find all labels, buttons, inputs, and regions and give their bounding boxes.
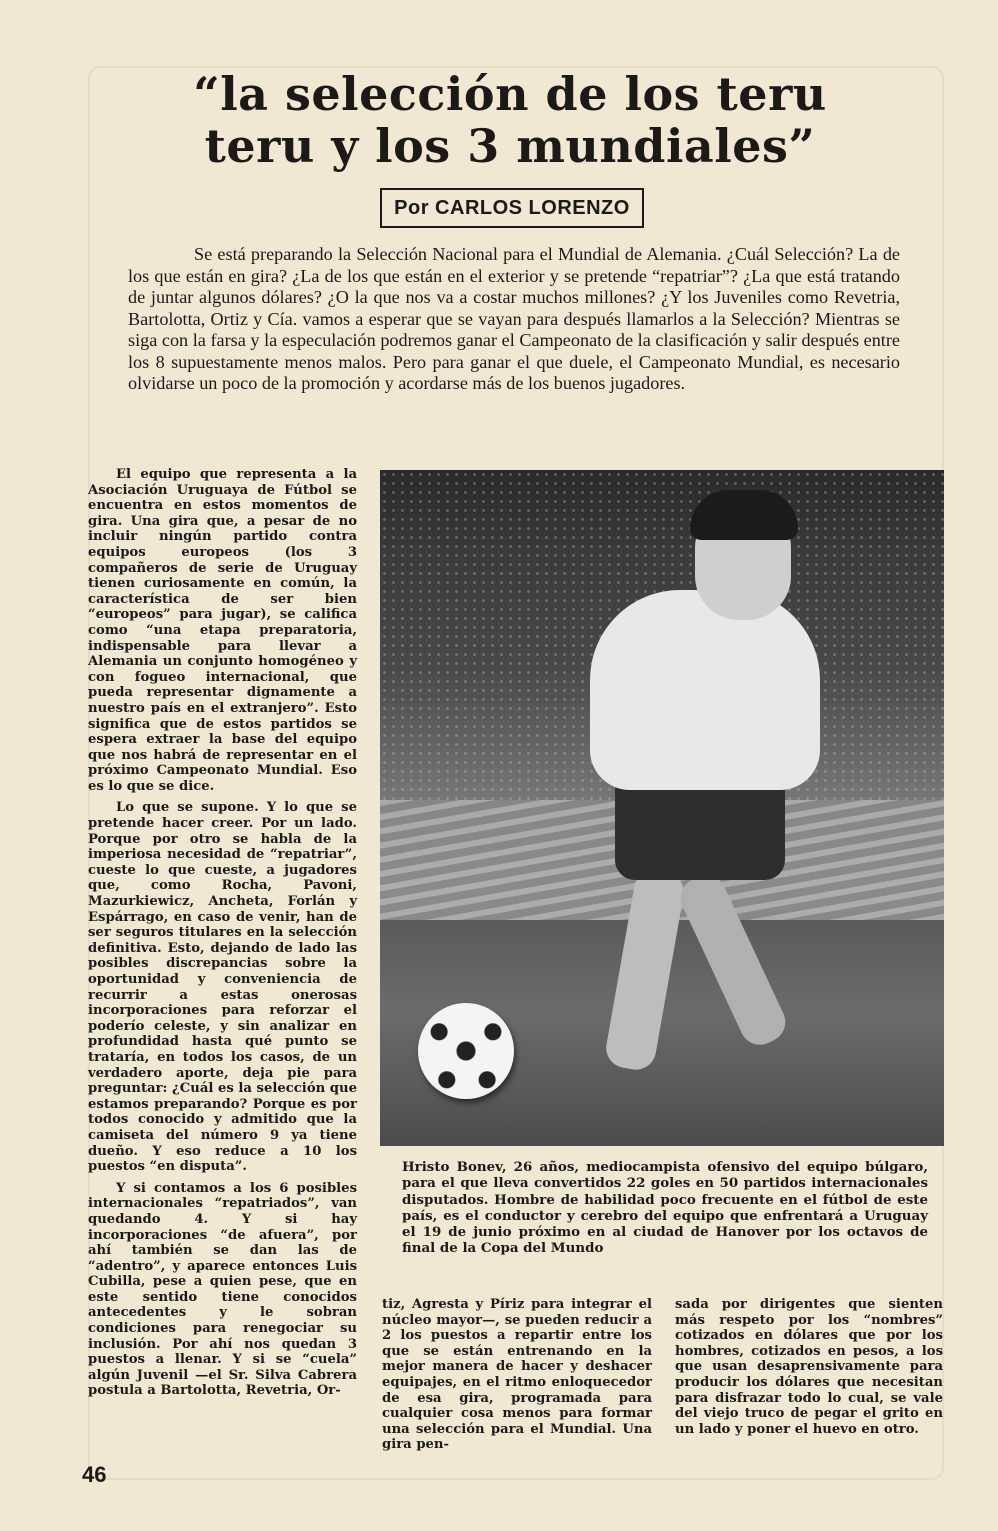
- left-column-paragraph: Y si contamos a los 6 posibles internacionales “repatriados”, van quedando 4. Y si hay incorporaciones “de afuera”, por ahí también se dan las de “adentro”, y aparece entonces Luis Cubilla, pese a quien pese, que en este sentido tiene conocidos antecedentes y le sobran condiciones para renegociar su inclusión. Por ahí nos quedan 3 puestos a llenar. Y si se “cuela” algún Juvenil —el Sr. Silva Cabrera postula a Bartolotta, Revetria, Or-: [88, 1180, 357, 1399]
- byline: [380, 188, 644, 228]
- football-ball: [418, 1003, 514, 1099]
- left-column-paragraph: El equipo que representa a la Asociación Uruguaya de Fútbol se encuentra en estos momentos de gira. Una gira que, a pesar de no incluir ningún partido contra equipos europeos (los 3 compañeros de serie de Uruguay tienen curiosamente en común, la característica de ser bien “europeos” para jugar), se califica como “una etapa preparatoria, indispensable para llevar a Alemania un conjunto homogéneo y con fogueo internacional, que pueda representar dignamente a nuestro país en el extranjero”. Esto significa que de estos partidos se espera extraer la base del equipo que nos habrá de representar en el próximo Campeonato Mundial. Eso es lo que se dice.: [88, 467, 357, 794]
- article-title: “la selección de los teru teru y los 3 mundiales”: [193, 67, 827, 173]
- page-number: 46: [82, 1462, 107, 1487]
- photo-player-shirt: [590, 590, 820, 790]
- middle-column-paragraph: tiz, Agresta y Píriz para integrar el núcleo mayor—, se pueden reducir a 2 los puestos a repartir entre los que se están entrenando en la mejor manera de hacer y deshacer equipajes, en el ritmo enloquecedor de esa gira, programada para cualquier cosa menos para formar una selección para el Mundial. Una gira pen-: [382, 1297, 652, 1453]
- article-intro: Se está preparando la Selección Nacional para el Mundial de Alemania. ¿Cuál Selección? La de los que están en gira? ¿La de los que están en el exterior y se pretende “repatriar”? ¿La que está tratando de juntar algunos dólares? ¿O la que nos va a costar muchos millones? ¿Y los Juveniles como Revetria, Bartolotta, Ortiz y Cía. vamos a esperar que se vayan para después llamarlos a la Selección? Mientras se siga con la farsa y la especulación podremos ganar el Campeonato de la clasificación y salir después entre los 8 supuestamente menos malos. Pero para ganar el que duele, el Campeonato Mundial, es necesario olvidarse un poco de la promoción y acordarse más de los buenos jugadores.: [128, 244, 900, 393]
- middle-column: [382, 1297, 652, 1459]
- photo-caption: Hristo Bonev, 26 años, mediocampista ofensivo del equipo búlgaro, para el que lleva convertidos 22 goles en 50 partidos internacionales disputados. Hombre de habilidad poco frecuente en el fútbol de este país, es el conductor y cerebro del equipo que enfrentará a Uruguay el 19 de junio próximo en al ciudad de Hanover por los octavos de final de la Copa del Mundo: [402, 1159, 928, 1257]
- right-column: [675, 1297, 943, 1443]
- right-column-paragraph: sada por dirigentes que sienten más respeto por los “nombres” cotizados en dólares que por los hombres, cotizados en pesos, a los que usan desaprensivamente para producir los dólares que necesitan para disfrazar todo lo cual, se vale del viejo truco de pegar el grito en un lado y poner el huevo en otro.: [675, 1297, 943, 1437]
- photo-player-hair: [690, 490, 798, 540]
- football-player-photo: [380, 470, 944, 1146]
- left-column: [88, 467, 357, 1405]
- left-column-paragraph: Lo que se supone. Y lo que se pretende hacer creer. Por un lado. Porque por otro se habla de la imperiosa necesidad de “repatriar”, cueste lo que cueste, a jugadores que, como Rocha, Pavoni, Mazurkiewicz, Ancheta, Forlán y Espárrago, en caso de venir, han de ser seguros titulares en la selección definitiva. Esto, dejando de lado las posibles discrepancias sobre la oportunidad y conveniencia de recurrir a estas onerosas incorporaciones para reforzar el poderío celeste, y sin analizar en profundidad hasta qué punto se trataría, en todos los casos, de un verdadero aporte, deja pie para preguntar: ¿Cuál es la selección que estamos preparando? Porque es por todos conocido y admitido que la camiseta del número 9 ya tiene dueño. Y eso reduce a 10 los puestos “en disputa”.: [88, 800, 357, 1175]
- byline-text: Por CARLOS LORENZO: [394, 196, 630, 219]
